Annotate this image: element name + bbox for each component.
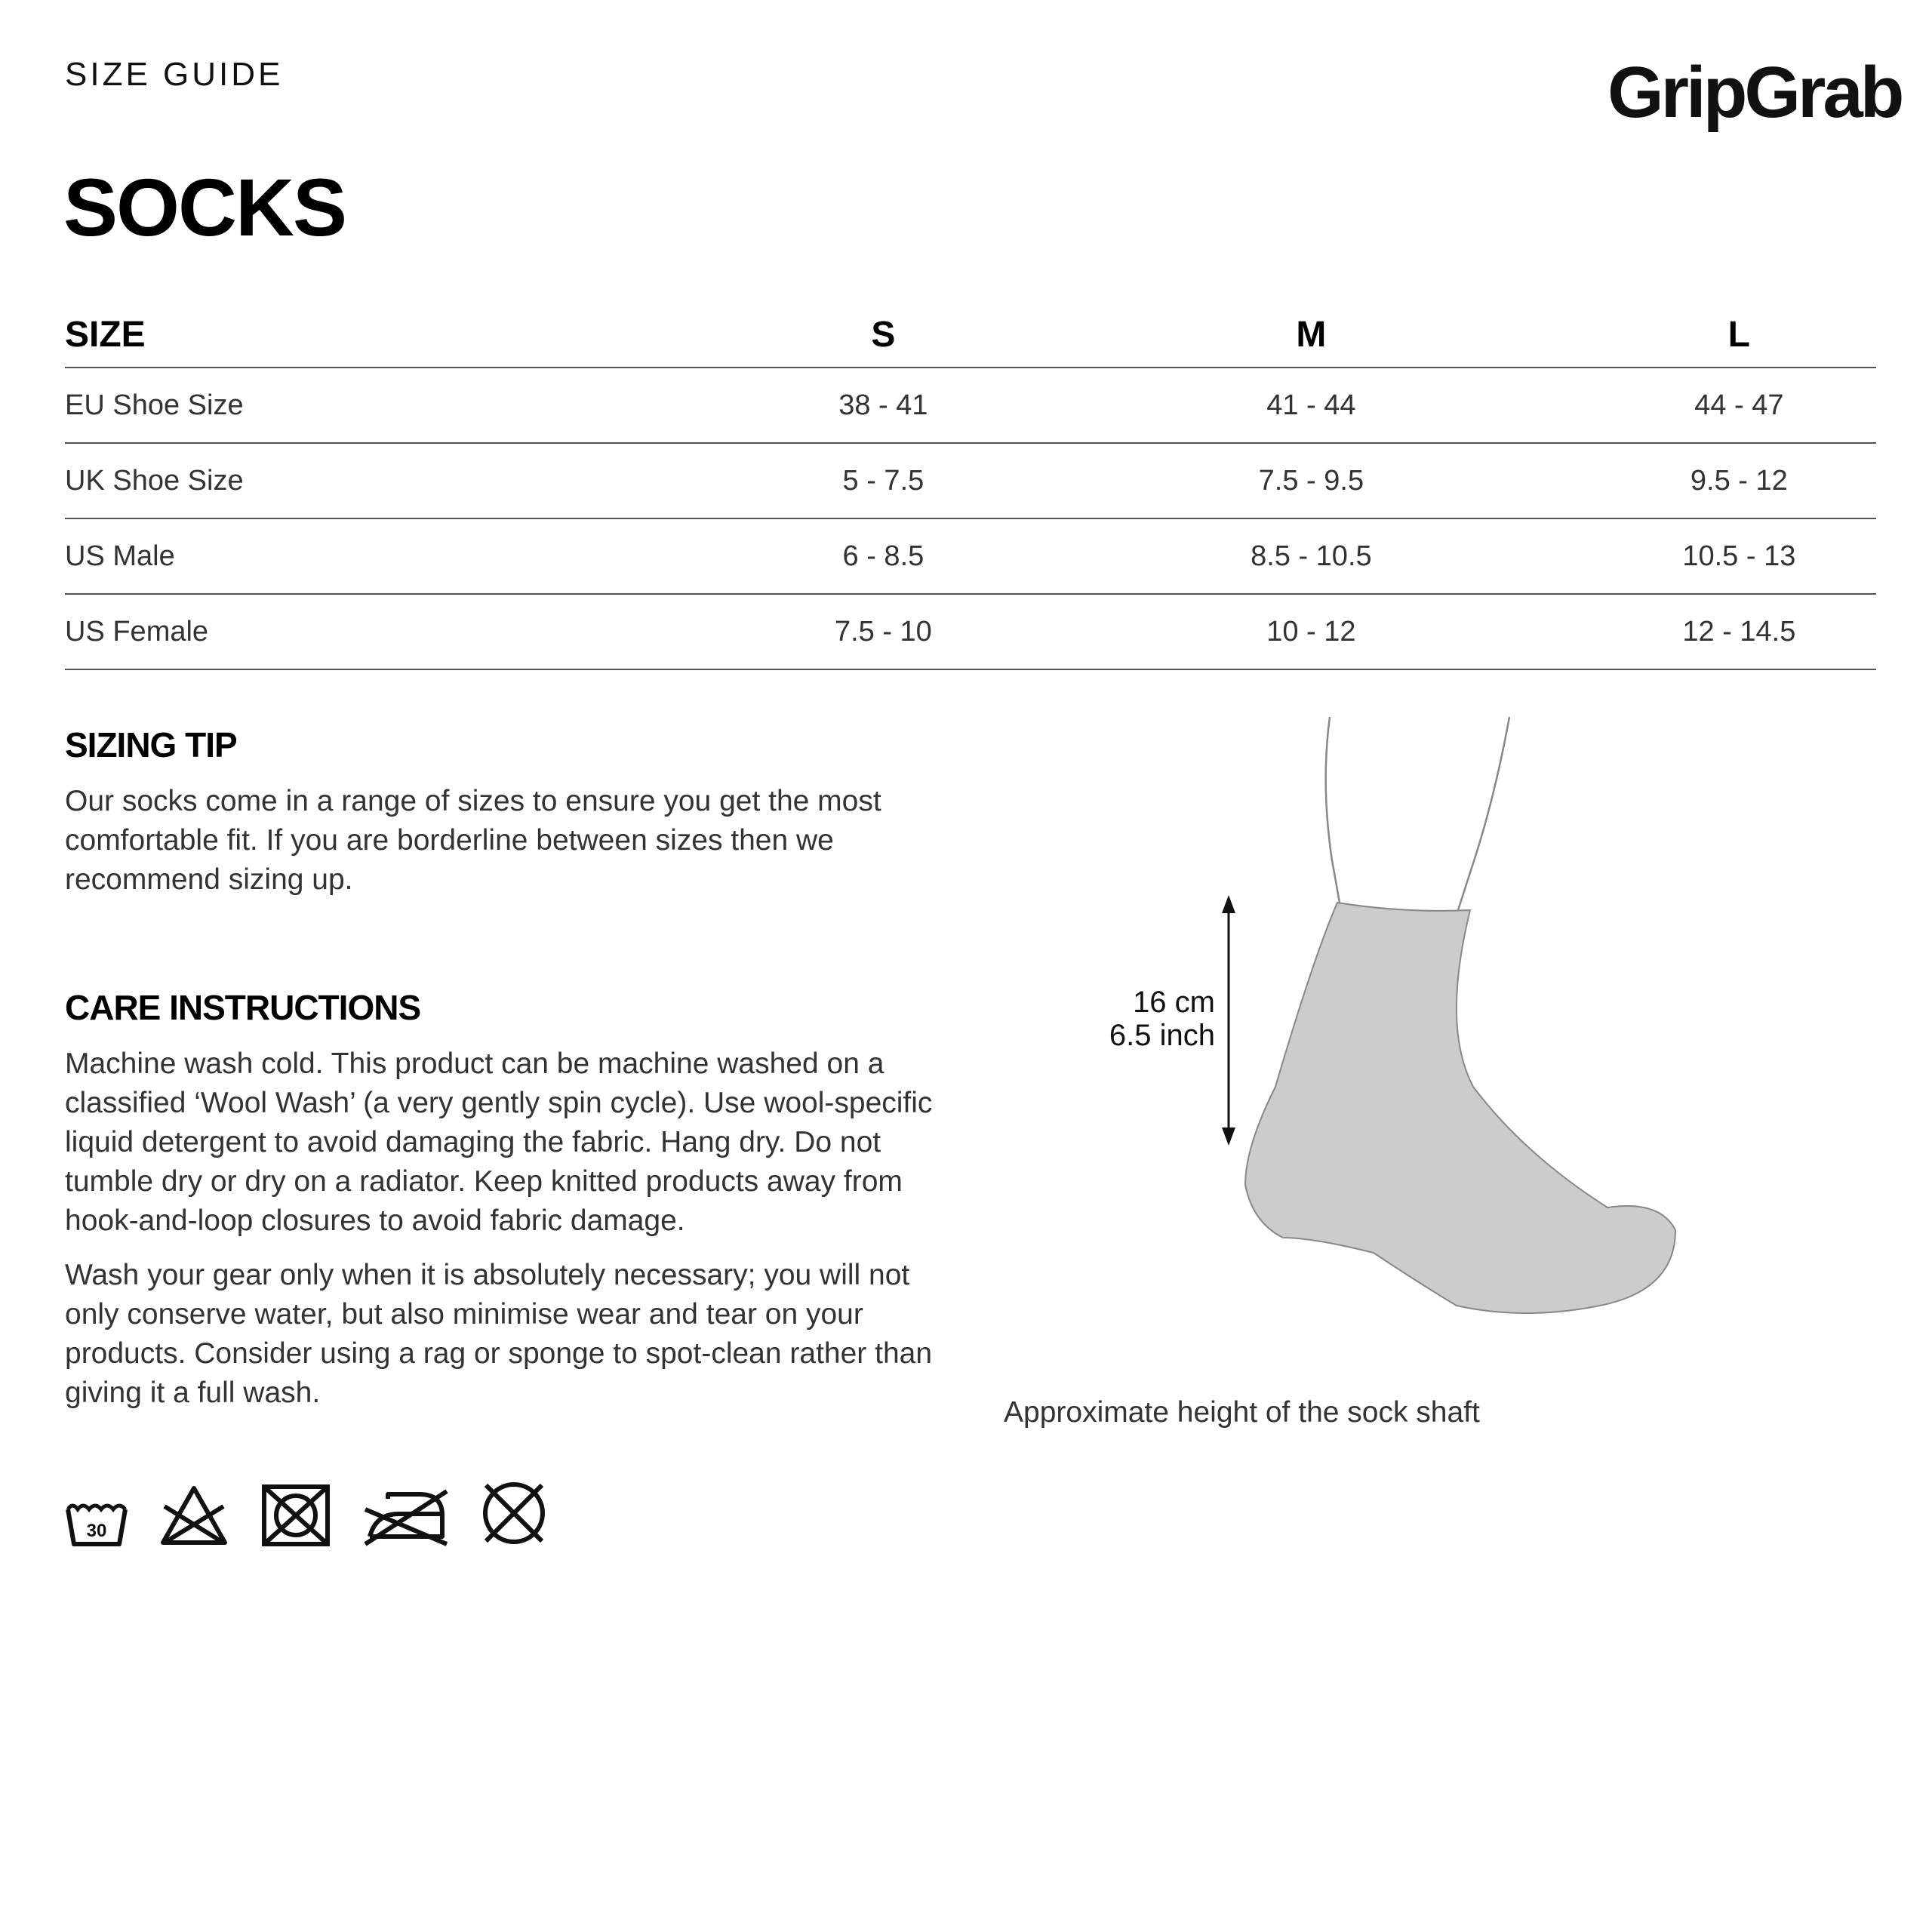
- arrow-down-icon: [1222, 1128, 1235, 1146]
- column-header-l: L: [1602, 302, 1876, 368]
- sock-shape: [1245, 903, 1675, 1313]
- cell-s: 6 - 8.5: [746, 518, 1020, 594]
- do-not-bleach-icon: [158, 1484, 229, 1547]
- care-symbols: [65, 1479, 548, 1547]
- row-label: US Male: [65, 518, 746, 594]
- cell-s: 7.5 - 10: [746, 594, 1020, 669]
- brand-logo: GripGrab: [1607, 52, 1902, 133]
- measure-inch-label: 6.5 inch: [1109, 1019, 1215, 1052]
- care-paragraph: Wash your gear only when it is absolutely necessary; you will not only conserve water, but also minimise wear and tear on your products. Consider using a rag or sponge to spot-clean rather than giving it a full wash.: [65, 1259, 933, 1409]
- wash-30-icon: [65, 1499, 128, 1547]
- page-title: SOCKS: [63, 162, 346, 253]
- table-row: [65, 518, 1876, 594]
- care-paragraph: Machine wash cold. This product can be machine washed on a classified ‘Wool Wash’ (a very gently spin cycle). Use wool-specific liquid detergent to avoid damaging the fabric. Hang dry. Do not tumble dry or dry on a radiator. Keep knitted products away from hook-and-loop closures to avoid fabric damage.: [65, 1048, 933, 1237]
- cell-l: 9.5 - 12: [1602, 443, 1876, 518]
- sizing-tip-heading: SIZING TIP: [65, 725, 237, 764]
- cell-l: 12 - 14.5: [1602, 594, 1876, 669]
- row-label: EU Shoe Size: [65, 368, 746, 443]
- cell-m: 10 - 12: [1020, 594, 1602, 669]
- cell-m: 7.5 - 9.5: [1020, 443, 1602, 518]
- measure-cm-label: 16 cm: [1133, 986, 1215, 1019]
- cell-l: 10.5 - 13: [1602, 518, 1876, 594]
- row-label: UK Shoe Size: [65, 443, 746, 518]
- column-header-size: SIZE: [65, 302, 746, 368]
- table-header-row: [65, 302, 1876, 368]
- table-row: [65, 594, 1876, 669]
- do-not-iron-icon: [362, 1484, 450, 1547]
- leg-outline: [1458, 717, 1509, 910]
- table-row: [65, 443, 1876, 518]
- size-guide-label: SIZE GUIDE: [65, 56, 284, 93]
- arrow-up-icon: [1222, 895, 1235, 913]
- column-header-s: S: [746, 302, 1020, 368]
- cell-s: 38 - 41: [746, 368, 1020, 443]
- leg-outline: [1326, 717, 1340, 903]
- cell-l: 44 - 47: [1602, 368, 1876, 443]
- wash-temperature: 30: [86, 1521, 107, 1541]
- do-not-dry-clean-icon: [480, 1479, 548, 1547]
- illustration-caption: Approximate height of the sock shaft: [1004, 1396, 1480, 1429]
- sizing-tip-text: Our socks come in a range of sizes to ensure you get the most comfortable fit. If you are borderline between sizes then we recommend sizing up.: [65, 785, 881, 896]
- table-row: [65, 368, 1876, 443]
- cell-m: 8.5 - 10.5: [1020, 518, 1602, 594]
- info-column: [65, 724, 940, 1413]
- size-table: [65, 302, 1876, 670]
- care-heading: CARE INSTRUCTIONS: [65, 988, 421, 1027]
- row-label: US Female: [65, 594, 746, 669]
- column-header-m: M: [1020, 302, 1602, 368]
- do-not-tumble-dry-icon: [260, 1484, 332, 1547]
- cell-s: 5 - 7.5: [746, 443, 1020, 518]
- cell-m: 41 - 44: [1020, 368, 1602, 443]
